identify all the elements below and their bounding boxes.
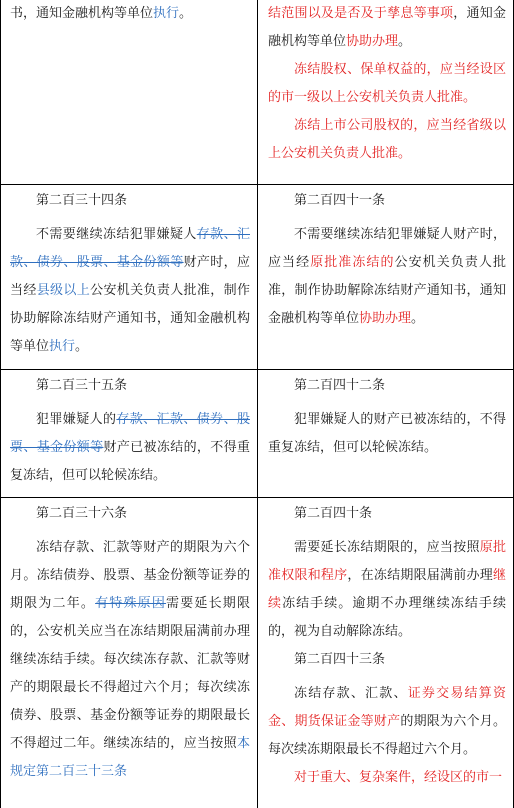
changed-text: 继续 (268, 568, 506, 611)
article-paragraph (268, 112, 506, 168)
article-heading: 第二百三十六条 (36, 506, 128, 521)
cell-row1-new (258, 185, 514, 369)
text-segment: 。 (75, 339, 89, 354)
text-segment: 冻结手续。逾期不办理继续冻结手续的，视为自动解除冻结。 (268, 596, 506, 639)
article-paragraph (268, 764, 506, 792)
deleted-text: 存款、汇款、债券、股票、基金份额等 (10, 227, 250, 270)
deleted-text: 有特殊原因 (95, 596, 167, 611)
changed-text: 县级以上 (36, 283, 91, 298)
text-segment: 财产已被冻结的，不得重复冻结，但可以轮候冻结。 (10, 440, 250, 483)
text-segment: 犯罪嫌疑人的 (36, 412, 117, 427)
text-segment: 的期限为六个月。每次续冻期限最长不得超过六个月。 (268, 714, 506, 757)
changed-text: 冻结上市公司股权的，应当经省级以上公安机关负责人批准。 (268, 118, 506, 161)
text-segment: 需要延长冻结期限的，应当按照 (294, 540, 480, 555)
text-segment: 需要延长期限的，公安机关应当在冻结期限届满前办理继续冻结手续。每次续冻存款、汇款等财产的期限最长不得超过六个月；每次续冻债券、股票、基金份额等证券的期限最长不得超过二年。继续冻结的，应当按照 (10, 596, 250, 751)
cell-row2-new (258, 370, 514, 497)
article-paragraph (10, 221, 250, 361)
changed-text: 原批准冻结的 (310, 255, 395, 270)
changed-text: 结范围以及是否及于孳息等事项 (268, 6, 454, 21)
changed-text: 本规定第二百三十三条 (10, 736, 250, 779)
changed-text: 对于重大、复杂案件，经设区的市一 (294, 770, 503, 785)
text-segment: 不需要继续冻结犯罪嫌疑人 (36, 227, 197, 242)
text-segment: ，在冻结期限届满前办理 (347, 568, 493, 583)
cell-row0-old (0, 0, 258, 184)
changed-text: 协助办理 (346, 34, 399, 49)
text-segment: 第二百四十三条 (294, 652, 386, 667)
cell-row2-old (0, 370, 258, 497)
article-heading (268, 646, 506, 674)
text-segment: 财产时，应当经 (10, 255, 250, 298)
article-paragraph (268, 221, 506, 333)
changed-text: 执行 (49, 339, 76, 354)
text-segment: 公安机关负责人批准，制作协助解除冻结财产通知书，通知金融机构等单位 (268, 255, 506, 326)
text-segment: 冻结存款、汇款、 (294, 686, 408, 701)
article-paragraph (268, 406, 506, 462)
text-segment: 。 (398, 34, 412, 49)
article-heading: 第二百三十五条 (36, 378, 128, 393)
text-segment: 不需要继续冻结犯罪嫌疑人财产时，应当经 (268, 227, 506, 270)
deleted-text: 存款、汇款、债券、股票、基金份额等 (10, 412, 250, 455)
cell-row0-new (258, 0, 514, 184)
text-segment: 犯罪嫌疑人的财产已被冻结的，不得重复冻结，但可以轮候冻结。 (268, 412, 506, 455)
article-heading: 第二百四十条 (294, 506, 373, 521)
article-paragraph (268, 680, 506, 764)
text-segment: 。 (179, 6, 193, 21)
changed-text: 证券交易结算资金、期货保证金等财产 (268, 686, 506, 729)
text-segment: 书，通知金融机构等单位 (10, 6, 154, 21)
cell-row3-new (258, 498, 514, 808)
text-segment: ，通知金融机构等单位 (268, 6, 506, 49)
text-segment: 公安机关负责人批准，制作协助解除冻结财产通知书，通知金融机构等单位 (10, 283, 250, 354)
changed-text: 协助办理 (359, 311, 412, 326)
text-segment: 。 (411, 311, 425, 326)
text-segment: 冻结存款、汇款等财产的期限为六个月。冻结债券、股票、基金份额等证券的期限为二年。 (10, 540, 250, 611)
cell-row3-old (0, 498, 258, 808)
article-paragraph (268, 0, 506, 56)
article-paragraph (10, 0, 250, 28)
cell-row1-old (0, 185, 258, 369)
changed-text: 执行 (153, 6, 180, 21)
article-paragraph (268, 534, 506, 646)
changed-text: 原批准权限和程序 (268, 540, 506, 583)
article-heading: 第二百四十一条 (294, 193, 386, 208)
article-paragraph (268, 56, 506, 112)
changed-text: 冻结股权、保单权益的，应当经设区的市一级以上公安机关负责人批准。 (268, 62, 506, 105)
article-heading: 第二百三十四条 (36, 193, 128, 208)
article-heading: 第二百四十二条 (294, 378, 386, 393)
article-paragraph (10, 534, 250, 786)
article-paragraph (10, 406, 250, 490)
